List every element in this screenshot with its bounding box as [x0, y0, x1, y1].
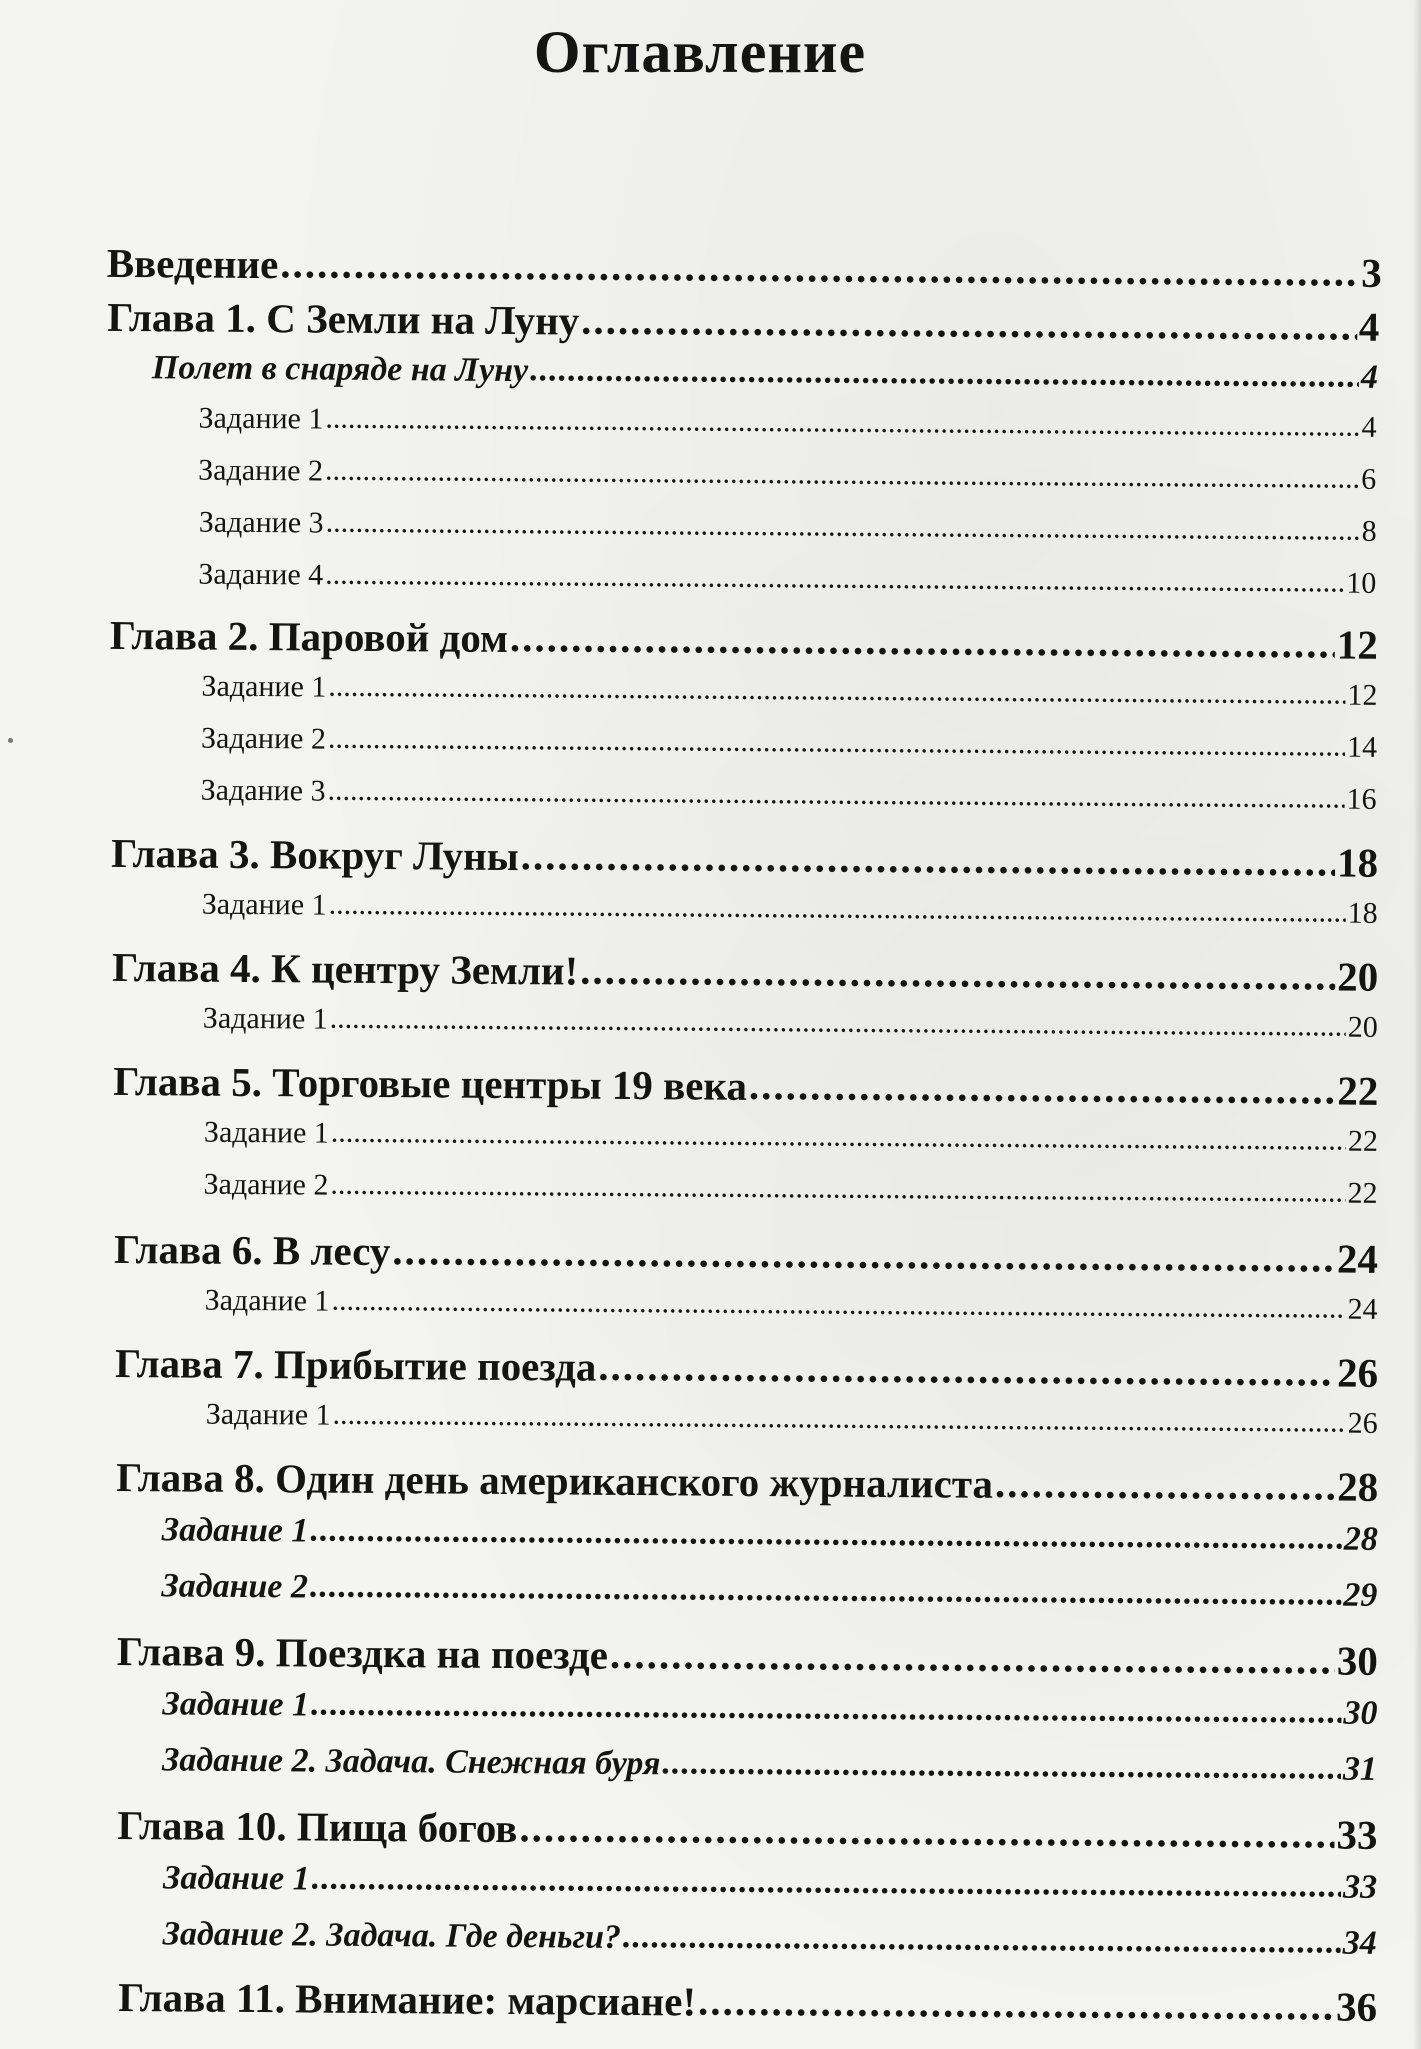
toc-entry-page: 14 [1346, 730, 1378, 764]
toc-entry [201, 774, 1377, 817]
toc-entry-label: Глава 1. С Земли на Луну [107, 293, 580, 344]
toc-entry-label: Глава 9. Поездка на поезде [116, 1627, 609, 1678]
toc-entry-page: 4 [1360, 358, 1379, 396]
toc-entry-label: Глава 6. В лесу [113, 1225, 391, 1275]
dot-leader [749, 1061, 1336, 1114]
toc-entry-label: Глава 3. Вокруг Луны [110, 829, 519, 880]
toc-entry-page: 18 [1336, 839, 1379, 886]
toc-entry [115, 1339, 1378, 1397]
toc-entry-page: 26 [1347, 1406, 1378, 1440]
toc-entry-label: Задание 2. Задача. Снежная буря [161, 1741, 661, 1783]
dot-leader [328, 722, 1345, 764]
toc-entry-page: 24 [1347, 1292, 1378, 1326]
toc-entry-label: Введение [106, 239, 279, 288]
toc-entry-label: Задание 1 [201, 887, 327, 922]
toc-entry-page: 33 [1342, 1868, 1378, 1906]
toc-entry [117, 1801, 1377, 1859]
dot-leader [698, 1977, 1334, 2030]
toc-entry-page: 6 [1361, 462, 1377, 496]
dot-leader [623, 1918, 1341, 1962]
toc-entry-label: Глава 2. Паровой дом [109, 611, 509, 662]
toc-entry [112, 943, 1378, 1001]
toc-entry [203, 1002, 1378, 1045]
dot-leader [328, 670, 1345, 712]
toc-entry-label: Задание 1 [198, 401, 324, 436]
dot-leader [330, 1168, 1345, 1210]
toc-entry-page: 18 [1347, 896, 1378, 930]
toc-entry-page: 22 [1347, 1124, 1379, 1158]
dot-leader [329, 888, 1346, 930]
toc-entry-label: Задание 1 [162, 1685, 310, 1724]
toc-entry [202, 888, 1378, 931]
toc-entry [198, 454, 1376, 497]
dot-leader [311, 1685, 1342, 1731]
paper-speck [8, 738, 13, 743]
toc-entry [204, 1116, 1378, 1159]
toc-entry [118, 1973, 1377, 2031]
page-edge-shadow [1413, 0, 1421, 2049]
toc-entry-page: 30 [1336, 1637, 1379, 1684]
toc-entry [161, 1567, 1377, 1615]
toc-entry-label: Задание 1 [204, 1283, 330, 1318]
toc-entry [163, 1915, 1377, 1963]
toc-entry-page: 31 [1342, 1750, 1378, 1788]
toc-entry [116, 1453, 1378, 1511]
toc-entry-label: Задание 1 [203, 1115, 329, 1150]
toc-entry-page: 4 [1361, 410, 1377, 444]
toc-entry-page: 36 [1335, 1983, 1378, 2030]
toc-entry [201, 670, 1377, 713]
toc-entry [107, 239, 1382, 297]
toc-entry-label: Полет в снаряде на Луну [151, 349, 529, 390]
toc-entry-label: Глава 5. Торговые центры 19 века [113, 1057, 748, 1109]
toc-entry-page: 20 [1337, 953, 1379, 1000]
toc-entry-page: 16 [1346, 782, 1377, 816]
toc-entry-label: Задание 2 [200, 721, 327, 756]
toc-entry-page: 10 [1346, 566, 1377, 600]
dot-leader [310, 1511, 1342, 1557]
toc-entry-page: 8 [1361, 514, 1377, 548]
toc-entry-label: Глава 11. Внимание: марсиане! [118, 1973, 697, 2025]
dot-leader [530, 351, 1359, 396]
toc-entry [199, 506, 1377, 549]
toc-entry-page: 29 [1343, 1576, 1378, 1614]
toc-entry [114, 1225, 1378, 1283]
dot-leader [331, 1116, 1346, 1158]
toc-entry-page: 30 [1343, 1694, 1378, 1732]
toc-entry-label: Глава 4. К центру Земли! [112, 943, 579, 994]
dot-leader [280, 239, 1359, 295]
dot-leader [331, 1284, 1345, 1326]
toc-entry-page: 3 [1361, 249, 1382, 296]
toc-entry-page: 33 [1336, 1811, 1378, 1858]
toc-entry-label: Задание 2. Задача. Где деньги? [162, 1915, 622, 1956]
toc-entry-page: 22 [1337, 1067, 1379, 1114]
dot-leader [610, 1630, 1335, 1684]
dot-leader [327, 774, 1344, 816]
toc-entry-label: Глава 10. Пища богов [117, 1801, 518, 1852]
toc-entry [203, 1168, 1377, 1211]
toc-entry-label: Задание 2 [203, 1167, 329, 1202]
dot-leader [995, 1459, 1336, 1510]
toc-entry-page: 12 [1347, 678, 1378, 712]
dot-leader [519, 1803, 1334, 1857]
toc-entry-label: Задание 1 [202, 1001, 328, 1036]
toc-entry-page: 34 [1342, 1924, 1377, 1962]
dot-leader [325, 402, 1359, 444]
toc-entry-label: Глава 8. Один день американского журналиста [116, 1453, 994, 1507]
toc-entry-label: Задание 1 [162, 1859, 310, 1898]
dot-leader [662, 1744, 1341, 1787]
toc-entry-label: Задание 1 [205, 1397, 331, 1432]
toc-entry-page: 20 [1347, 1010, 1378, 1044]
toc-entry [205, 1284, 1378, 1327]
dot-leader [510, 613, 1335, 667]
dot-leader [325, 558, 1344, 600]
toc-entry-label: Задание 1 [161, 1511, 309, 1550]
dot-leader [392, 1226, 1335, 1281]
toc-entry [110, 611, 1378, 669]
dot-leader [581, 296, 1357, 350]
toc-entry [201, 722, 1377, 765]
toc-entry-label: Задание 3 [198, 505, 324, 540]
dot-leader [330, 1002, 1346, 1044]
toc-entry-page: 22 [1347, 1176, 1378, 1210]
dot-leader [580, 946, 1335, 1000]
toc-entry [198, 402, 1376, 445]
toc-entry [163, 1859, 1377, 1907]
dot-leader [598, 1342, 1335, 1396]
dot-leader [521, 831, 1336, 885]
toc-entry-label: Задание 4 [198, 557, 324, 592]
toc-entry-label: Глава 7. Прибытие поезда [114, 1339, 597, 1390]
toc-entry-page: 28 [1337, 1463, 1379, 1510]
toc-entry [162, 1511, 1378, 1559]
dot-leader [326, 506, 1360, 548]
toc-entry-label: Задание 2 [198, 453, 324, 488]
dot-leader [332, 1398, 1345, 1440]
toc-entry-page: 4 [1358, 303, 1380, 350]
toc-entry [111, 829, 1378, 887]
dot-leader [312, 1859, 1342, 1905]
toc-entry [113, 1057, 1378, 1115]
toc-entry-page: 26 [1336, 1349, 1379, 1396]
dot-leader [325, 454, 1359, 496]
dot-leader [310, 1567, 1342, 1613]
toc-entry [198, 558, 1376, 601]
table-of-contents [0, 238, 1421, 2049]
toc-entry [107, 293, 1379, 351]
toc-entry-page: 24 [1336, 1235, 1379, 1282]
toc-entry-label: Задание 2 [161, 1567, 309, 1606]
toc-entry-page: 12 [1336, 621, 1379, 668]
toc-entry [117, 1627, 1378, 1685]
toc-entry-label: Задание 1 [201, 669, 327, 704]
toc-entry [206, 1398, 1378, 1441]
toc-entry [162, 1685, 1377, 1733]
toc-entry-label: Задание 3 [200, 773, 326, 808]
page-title: Оглавление [533, 19, 867, 85]
toc-entry [162, 1741, 1377, 1789]
toc-entry [152, 349, 1378, 397]
toc-entry-page: 28 [1343, 1520, 1378, 1558]
